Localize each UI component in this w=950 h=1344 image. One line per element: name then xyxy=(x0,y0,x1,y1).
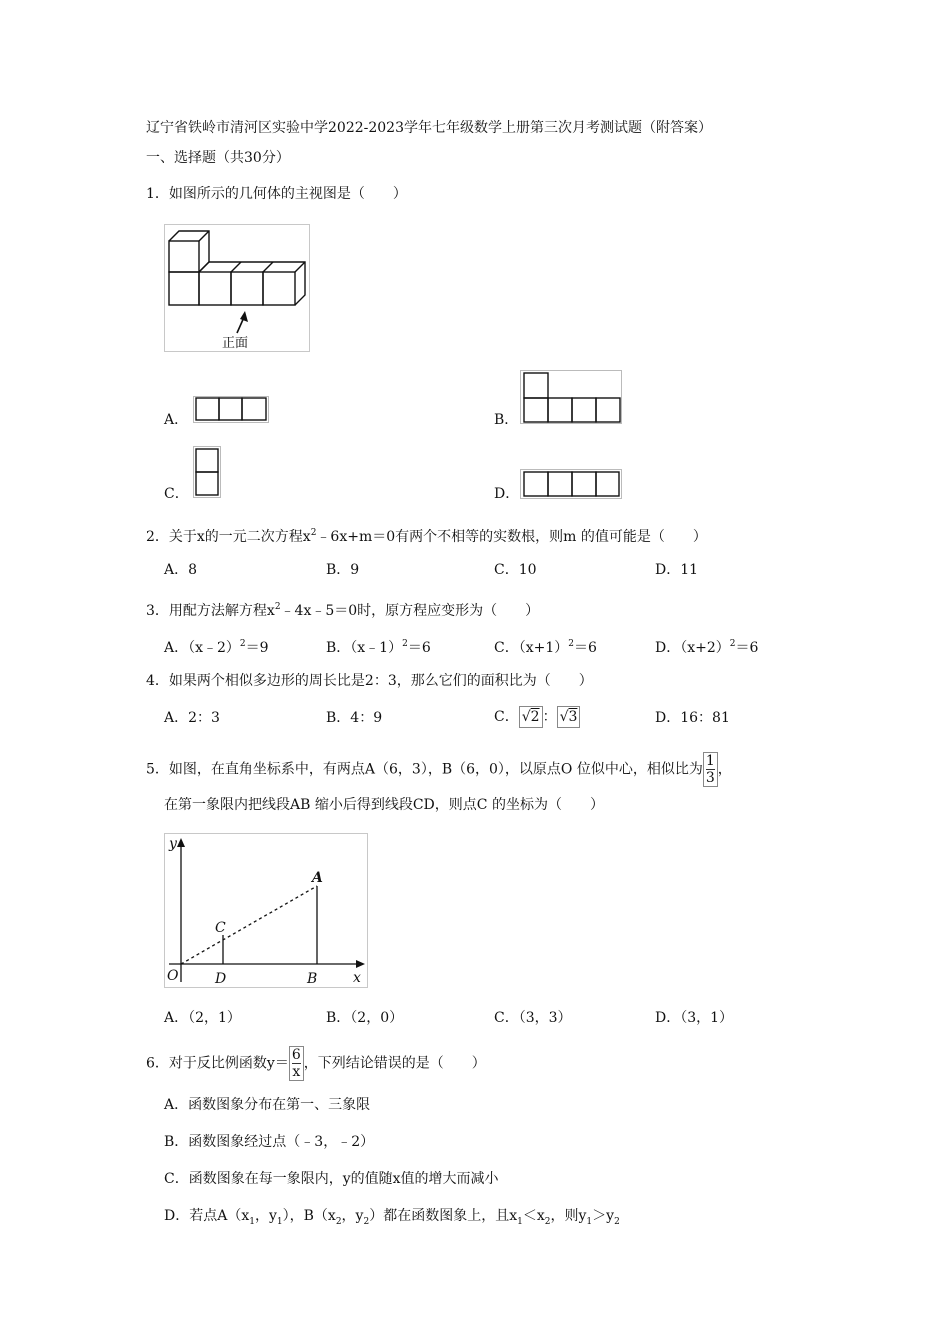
question-2-stem: 2．关于x的一元二次方程$x^2﹣6x+m=0$有两个不相等的实数根，则m 的值可能是（ ） xyxy=(146,528,707,545)
point-a-label: A xyxy=(312,870,323,886)
question-3-option-a: A．（x﹣2）$^2$＝9 xyxy=(164,639,269,656)
option-c-figure xyxy=(193,446,221,498)
question-1-option-d-label: D． xyxy=(494,486,520,502)
x-axis-label: x xyxy=(353,970,361,986)
question-3-stem: 3．用配方法解方程$x^2﹣4x﹣5=0$时，原方程应变形为（ ） xyxy=(146,602,540,619)
question-3-option-b: B．（x﹣1）$^2$＝6 xyxy=(326,639,431,656)
question-6-option-a: A．函数图象分布在第一、三象限 xyxy=(164,1097,371,1113)
question-2-option-b: B．9 xyxy=(326,562,360,578)
question-5-coordinate-figure xyxy=(164,833,368,988)
question-4-option-b: B．4：9 xyxy=(326,710,383,726)
question-4-option-a: A．2：3 xyxy=(164,710,220,726)
fraction-one-third: $\frac{1}{3}$ xyxy=(703,752,718,787)
question-1-option-a-label: A． xyxy=(164,412,189,428)
option-b-figure xyxy=(520,370,622,424)
question-6-stem: 6．对于反比例函数y＝ $\frac{6}{x}$ ，下列结论错误的是（ ） xyxy=(146,1047,486,1080)
question-4-option-d: D．16：81 xyxy=(655,710,730,726)
question-4-option-c: C． √2 ： √3 xyxy=(494,706,580,728)
point-c-label: C xyxy=(215,920,226,936)
question-6-option-b: B．函数图象经过点（﹣3，﹣2） xyxy=(164,1134,375,1150)
question-5-option-c: C．（3，3） xyxy=(494,1010,572,1026)
question-1-option-b-label: B． xyxy=(494,412,519,428)
question-5-stem-line-2: 在第一象限内把线段AB 缩小后得到线段CD，则点C 的坐标为（ ） xyxy=(164,797,604,813)
sqrt-symbol: √2 xyxy=(519,706,543,728)
question-3-option-c: C．$(x+1)^2=6$ xyxy=(494,639,597,656)
question-5-option-d: D．（3，1） xyxy=(655,1010,734,1026)
question-2-option-d: D．11 xyxy=(655,562,699,578)
question-5-option-b: B．（2，0） xyxy=(326,1010,404,1026)
origin-label: O xyxy=(167,968,179,984)
y-axis-label: y xyxy=(169,836,177,852)
question-2-option-a: A．8 xyxy=(164,562,198,578)
question-3-option-d: D．$(x+2)^2=6$ xyxy=(655,639,759,656)
point-d-label: D xyxy=(215,971,227,987)
question-1-stem: 1．如图所示的几何体的主视图是（ ） xyxy=(146,186,407,202)
question-5-stem-line-1: 5．如图，在直角坐标系中，有两点A（6，3），B（6，0），以原点O 位似中心，相似比为 $\frac{1}{3}$ ， xyxy=(146,753,732,786)
sqrt-symbol: √3 xyxy=(557,706,581,728)
page-title: 辽宁省铁岭市清河区实验中学2022-2023学年七年级数学上册第三次月考测试题（附答案） xyxy=(146,120,712,136)
front-view-label: 正面 xyxy=(222,336,249,351)
question-4-stem: 4．如果两个相似多边形的周长比是2：3，那么它们的面积比为（ ） xyxy=(146,673,593,689)
point-b-label: B xyxy=(307,971,318,987)
question-1-figure xyxy=(164,224,310,352)
question-6-option-d: D．若点$A(x_1$，$y_1$），$B(x_2$，$y_2$）都在函数图象上，且$x_1<x_2$，则$y_1>y_2$ xyxy=(164,1208,620,1227)
question-6-option-c: C．函数图象在每一象限内，y的值随x值的增大而减小 xyxy=(164,1171,499,1187)
fraction-six-over-x: $\frac{6}{x}$ xyxy=(289,1046,304,1081)
question-2-option-c: C．10 xyxy=(494,562,537,578)
option-a-figure xyxy=(193,396,269,423)
section-heading: 一、选择题（共30分） xyxy=(146,150,290,166)
option-d-figure xyxy=(520,469,622,499)
question-5-option-a: A．（2，1） xyxy=(164,1010,241,1026)
question-1-option-c-label: C． xyxy=(164,486,189,502)
